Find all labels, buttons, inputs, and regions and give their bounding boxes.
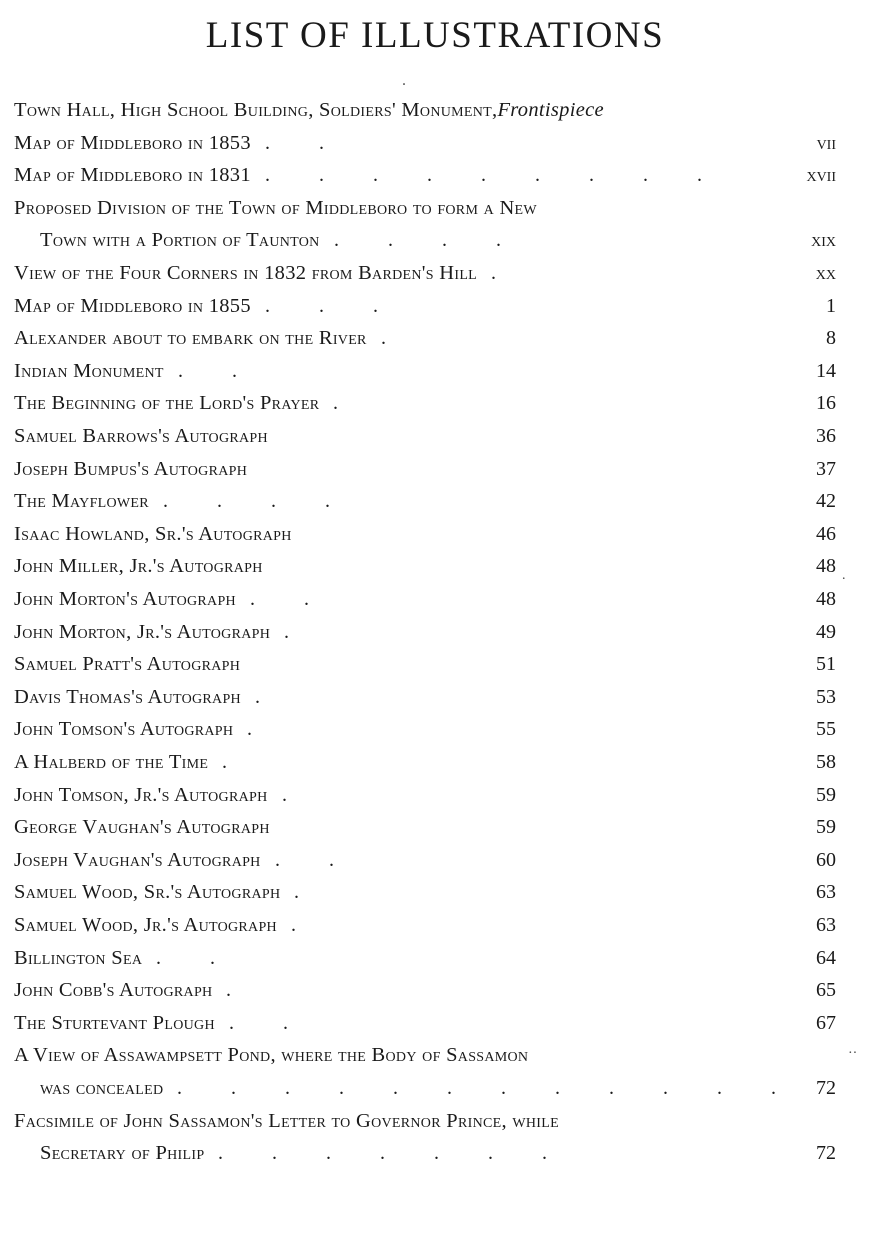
entry-title: Samuel Wood, Sr.'s Autograph [14,881,281,904]
page-number: 14 [816,359,836,382]
entry-title: The Beginning of the Lord's Prayer [14,392,320,415]
page-number: 59 [816,816,836,839]
illustration-entry [14,551,836,581]
illustration-entry [14,421,836,451]
entry-title: was concealed [40,1077,164,1099]
page-number: 72 [816,1142,836,1165]
page-number: 48 [816,588,836,610]
entry-title: John Tomson, Jr.'s Autograph [14,783,268,806]
entry-title: Isaac Howland, Sr.'s Autograph [14,522,292,545]
illustration-entry [14,943,836,973]
page-number: xvii [806,164,836,187]
page-number: 36 [816,425,836,447]
page-number: 1 [826,294,836,317]
dot-leaders: . [294,881,321,904]
illustration-entry [14,323,836,353]
illustration-entry [14,910,836,940]
entry-title: Facsimile of John Sassamon's Letter to Governor Prince, while [14,1109,559,1132]
illustration-entry [14,225,836,255]
entry-title: Secretary of Philip [40,1142,205,1165]
title-mark: . [402,72,406,89]
dot-leaders: . [255,685,282,708]
illustration-entry [14,128,836,158]
page-number: 42 [816,490,836,513]
entry-title: Joseph Bumpus's Autograph [14,457,248,480]
illustration-entry [14,388,836,418]
dot-leaders: . [381,327,408,350]
illustration-entry [14,95,836,125]
dot-leaders: . [247,718,274,741]
entry-title: John Cobb's Autograph [14,979,213,1002]
entry-title: Samuel Barrows's Autograph [14,425,268,447]
illustration-entry [14,1138,836,1168]
page-number: 59 [816,783,836,806]
page-number: 51 [816,653,836,676]
dot-leaders: . . [178,359,259,382]
illustration-entry [14,975,836,1005]
page-number: xx [815,262,836,284]
entry-title: Samuel Pratt's Autograph [14,653,241,676]
page-number: 55 [816,718,836,741]
illustration-entry [14,1040,836,1070]
illustration-entry [14,1106,836,1136]
page-number: 53 [816,685,836,708]
entry-title: The Sturtevant Plough [14,1011,215,1034]
page-number: 63 [816,881,836,904]
page-number: 8 [826,327,836,350]
page-number: 58 [816,751,836,773]
page-title: LIST OF ILLUSTRATIONS [205,15,665,56]
entry-title: John Morton, Jr.'s Autograph [14,620,271,643]
dot-leaders: . . . . [334,229,523,252]
page-number: xix [811,229,836,252]
illustration-entry [14,1073,836,1103]
entry-title: John Morton's Autograph [14,588,236,610]
page-number: 60 [816,848,836,871]
illustration-entry [14,812,836,842]
illustration-entry [14,454,836,484]
entry-title: View of the Four Corners in 1832 from Barden's Hill [14,262,478,284]
page-number: 67 [816,1011,836,1034]
illustration-entry [14,584,836,614]
dot-leaders: . [284,620,311,643]
dot-leaders: . . [265,131,346,154]
entry-title: John Miller, Jr.'s Autograph [14,555,263,578]
illustration-entry [14,160,836,190]
illustration-entry [14,258,836,288]
page-number: 46 [816,522,836,545]
dot-leaders: . . . . . . . [218,1142,569,1165]
illustration-entry [14,780,836,810]
illustration-entry [14,193,836,223]
dot-leaders: . [491,262,518,284]
dot-leaders: . . . [265,294,400,317]
illustration-entry [14,1008,836,1038]
dot-leaders: . [222,751,249,773]
illustration-entry [14,486,836,516]
margin-mark: ·· [848,1046,858,1061]
dot-leaders: . [282,783,309,806]
entry-title: Map of Middleboro in 1855 [14,294,251,317]
entry-title: Billington Sea [14,946,143,969]
dot-leaders: . [226,979,253,1002]
illustration-entry [14,877,836,907]
entry-title: Proposed Division of the Town of Middleboro to form a New [14,196,537,219]
dot-leaders: . [333,392,360,415]
illustration-entry [14,845,836,875]
page-number: 49 [816,620,836,643]
page-number: 16 [816,392,836,415]
dot-leaders: . [291,914,318,936]
page-number: 48 [816,555,836,578]
dot-leaders: . . [275,848,356,871]
illustration-entry [14,747,836,777]
illustration-entry [14,714,836,744]
entry-title: Davis Thomas's Autograph [14,685,241,708]
entry-italic-label: Frontispiece [497,99,604,121]
entry-title: Map of Middleboro in 1831 [14,164,251,187]
dot-leaders: . . . . . . . . . [265,164,724,187]
dot-leaders: . . [156,946,237,969]
page-number: 64 [816,946,836,969]
margin-mark: . [842,568,846,583]
page-number: 72 [816,1077,836,1099]
illustration-entry [14,519,836,549]
illustration-entry [14,291,836,321]
entry-title: George Vaughan's Autograph [14,816,270,839]
dot-leaders: . . [229,1011,310,1034]
entry-title: Joseph Vaughan's Autograph [14,848,261,871]
entry-title: Town Hall, High School Building, Soldiers' Monument,Frontispiece [14,99,604,121]
page-number: 63 [816,914,836,936]
entry-title: The Mayflower [14,490,149,513]
dot-leaders: . . [250,588,331,610]
page-number: vii [816,131,836,154]
page-number: 65 [816,979,836,1002]
entry-title: A View of Assawampsett Pond, where the Body of Sassamon [14,1044,529,1067]
entry-title: Town with a Portion of Taunton [40,229,320,252]
entry-title: Indian Monument [14,359,164,382]
dot-leaders: . . . . [163,490,352,513]
entry-title: Samuel Wood, Jr.'s Autograph [14,914,277,936]
illustration-entry [14,617,836,647]
illustration-entry [14,649,836,679]
illustration-entry [14,682,836,712]
entry-title: Alexander about to embark on the River [14,327,367,350]
entry-title: John Tomson's Autograph [14,718,234,741]
page-number: 37 [816,457,836,480]
illustration-entry [14,356,836,386]
entry-title: Map of Middleboro in 1853 [14,131,251,154]
dot-leaders: . . . . . . . . . . . . [177,1077,798,1099]
entry-title: A Halberd of the Time [14,751,209,773]
